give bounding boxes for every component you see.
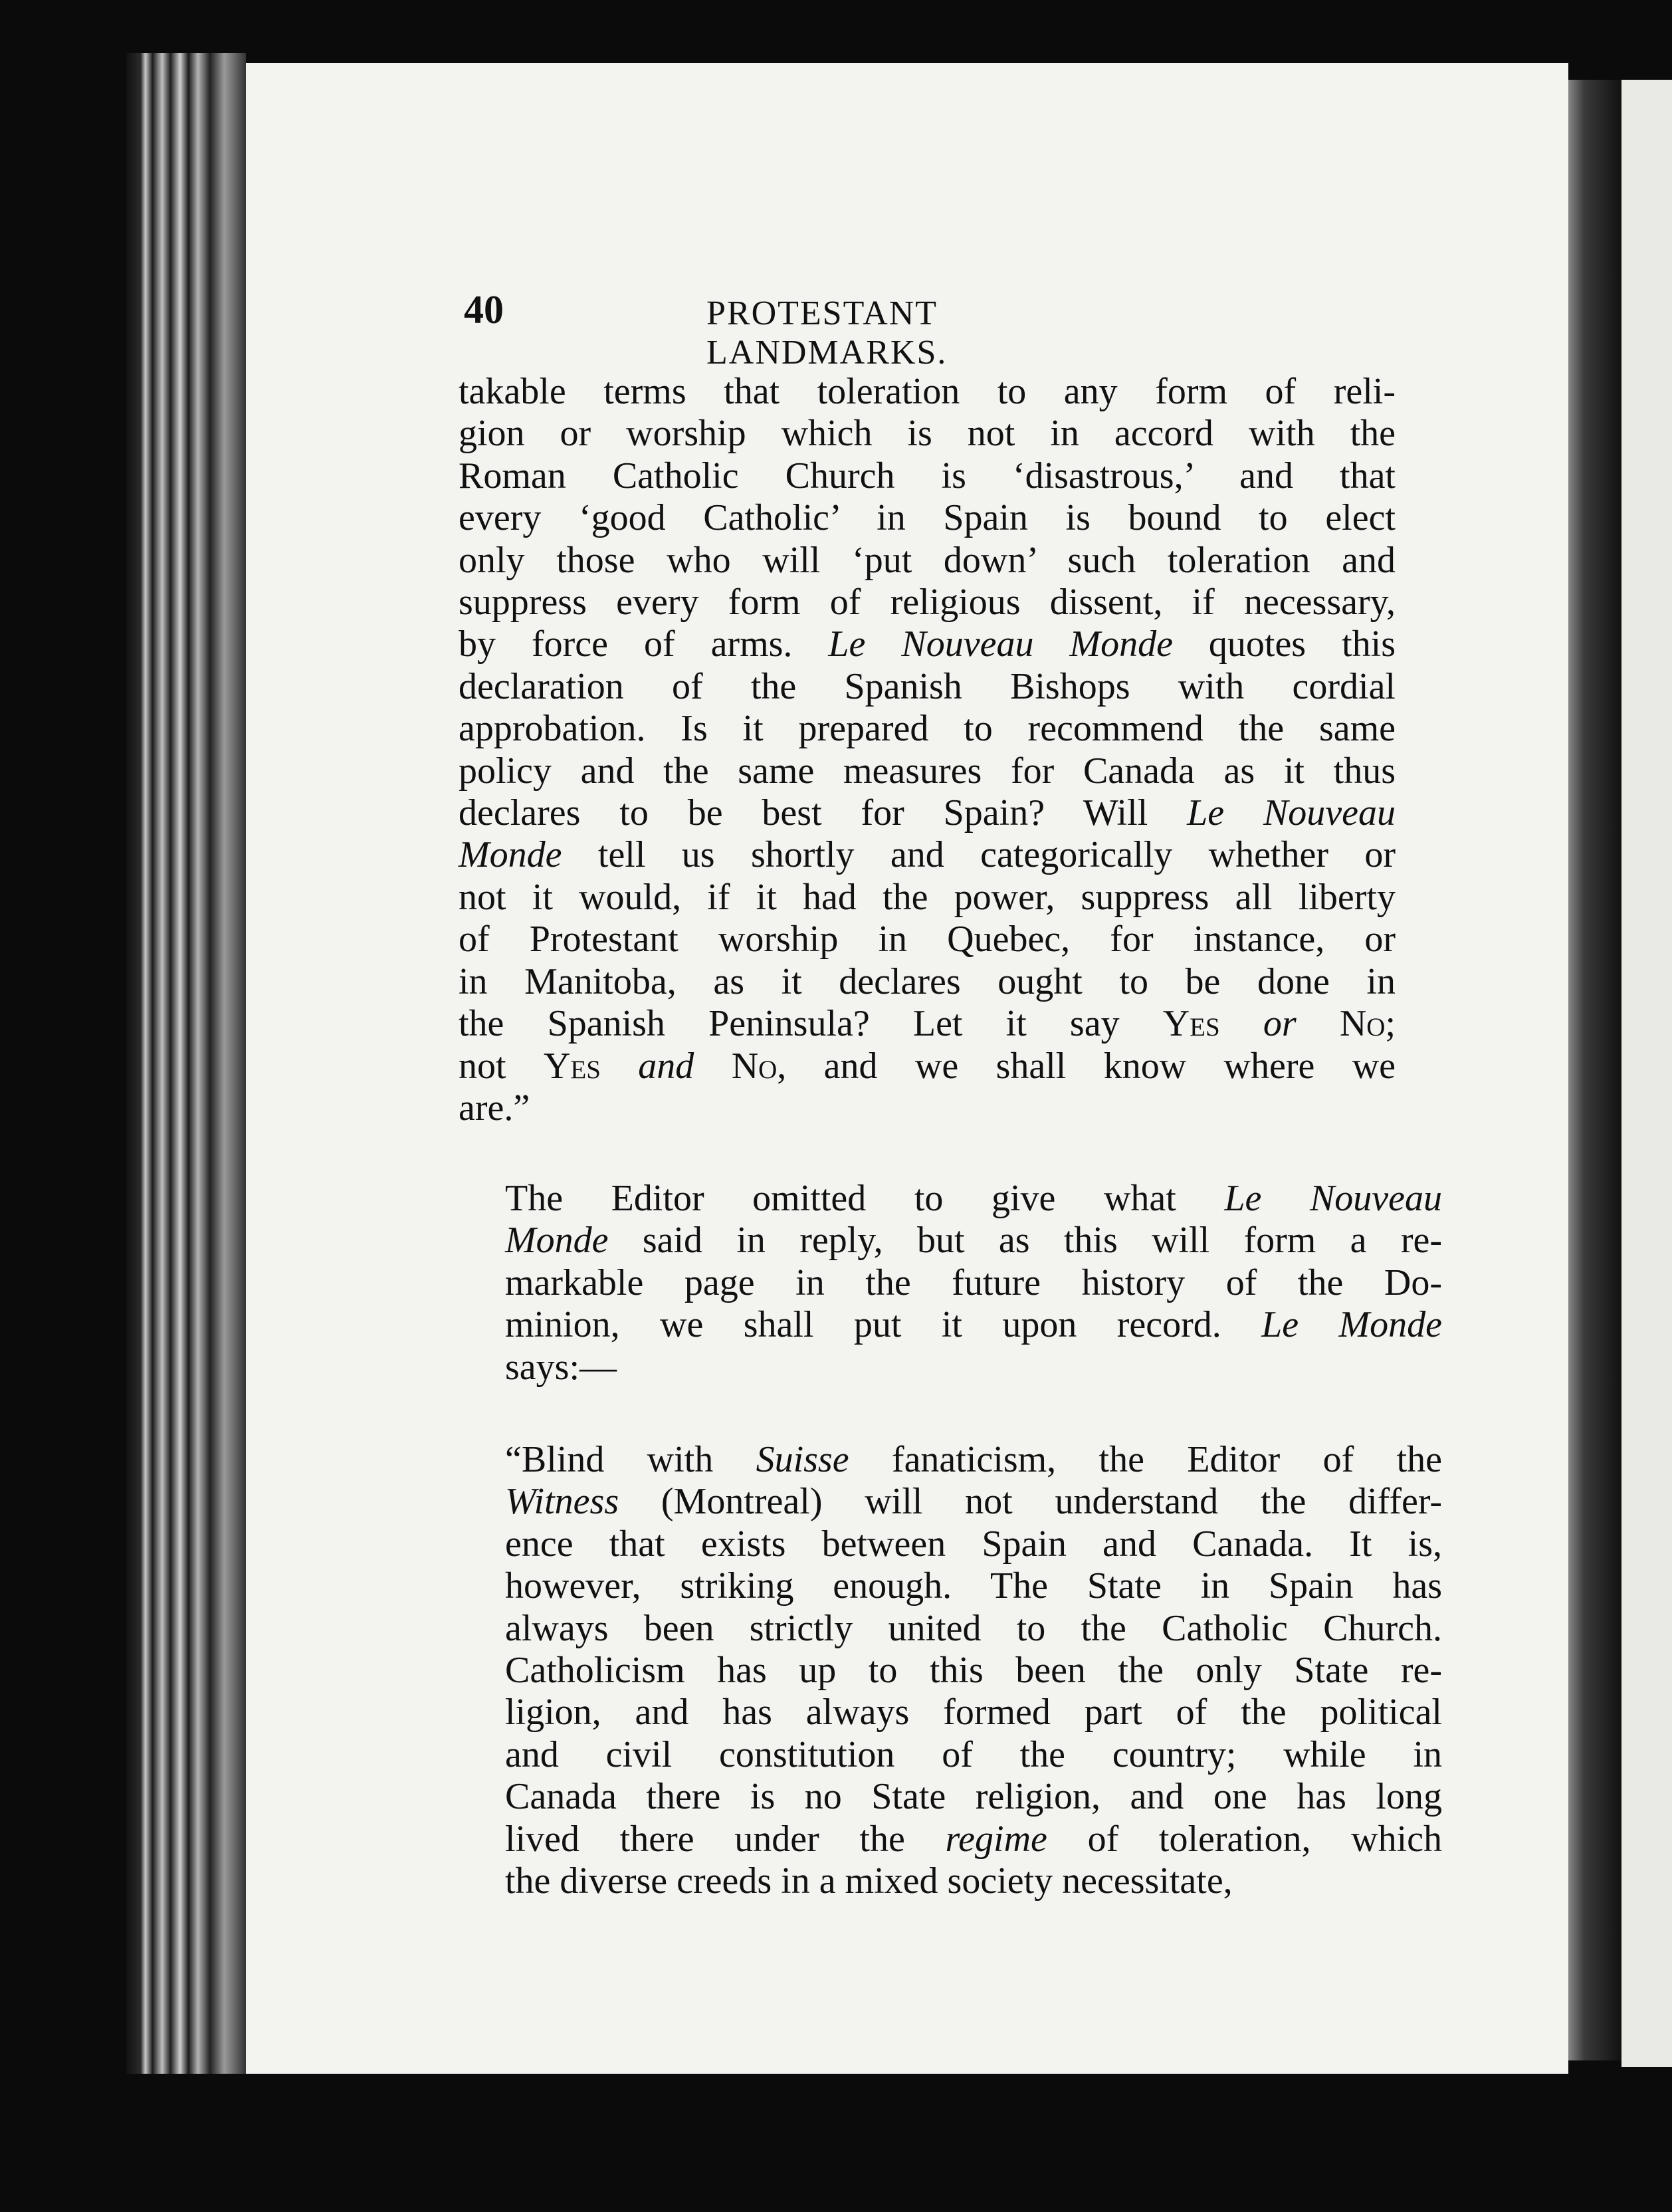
text-line bbox=[505, 1650, 1442, 1692]
text-run: The Editor omitted to give what bbox=[505, 1178, 1225, 1219]
text-line bbox=[459, 877, 1396, 919]
page-number: 40 bbox=[464, 288, 504, 332]
italic-text: Le Monde bbox=[1261, 1304, 1442, 1346]
text-run: markable page in the future history of the Do- bbox=[505, 1262, 1442, 1303]
page-header bbox=[464, 287, 1168, 372]
text-line bbox=[459, 497, 1396, 539]
italic-text: Monde bbox=[505, 1220, 609, 1262]
text-run: in Manitoba, as it declares ought to be done in bbox=[459, 960, 1396, 1002]
text-run: policy and the same measures for Canada as it thus bbox=[459, 750, 1396, 792]
text-line bbox=[505, 1439, 1442, 1481]
text-run bbox=[694, 1046, 731, 1087]
text-line bbox=[459, 919, 1396, 960]
italic-text: Le Nouveau bbox=[1224, 1178, 1443, 1219]
text-line bbox=[459, 582, 1396, 623]
text-line bbox=[459, 371, 1396, 413]
text-run: every ‘good Catholic’ in Spain is bound to elect bbox=[459, 497, 1396, 539]
text-line bbox=[505, 1304, 1442, 1346]
text-line bbox=[505, 1523, 1442, 1565]
text-line bbox=[505, 1220, 1442, 1262]
text-run: always been strictly united to the Catholic Church. bbox=[505, 1607, 1442, 1649]
text-line bbox=[505, 1608, 1442, 1650]
text-run: ligion, and has always formed part of the political bbox=[505, 1692, 1442, 1733]
quoted-paragraph-continued bbox=[459, 371, 1396, 1129]
text-line bbox=[505, 1178, 1442, 1220]
text-line bbox=[459, 1046, 1396, 1087]
text-line bbox=[505, 1819, 1442, 1860]
text-run: Canada there is no State religion, and one has long bbox=[505, 1776, 1442, 1818]
text-run: however, striking enough. The State in Spain has bbox=[505, 1565, 1442, 1607]
text-line bbox=[459, 1003, 1396, 1045]
text-run: are.” bbox=[459, 1087, 530, 1129]
text-line bbox=[459, 961, 1396, 1003]
italic-text: regime bbox=[945, 1818, 1047, 1860]
text-line bbox=[505, 1565, 1442, 1607]
text-line bbox=[459, 750, 1396, 792]
text-line bbox=[505, 1347, 1442, 1388]
text-run: “Blind with bbox=[505, 1439, 756, 1480]
text-run: Catholicism has up to this been the only State re- bbox=[505, 1650, 1442, 1692]
italic-text: Le Nouveau Monde bbox=[828, 623, 1173, 665]
text-line bbox=[459, 540, 1396, 582]
text-line bbox=[505, 1860, 1442, 1902]
running-title: PROTESTANT LANDMARKS. bbox=[706, 294, 948, 372]
text-run bbox=[601, 1046, 638, 1087]
italic-text: and bbox=[638, 1045, 694, 1087]
text-run: not it would, if it had the power, suppress all liberty bbox=[459, 876, 1396, 918]
text-run: the diverse creeds in a mixed society necessitate, bbox=[505, 1860, 1233, 1902]
text-run: declaration of the Spanish Bishops with cordial bbox=[459, 665, 1396, 707]
text-run: gion or worship which is not in accord with the bbox=[459, 413, 1396, 455]
small-caps-text: Yes bbox=[1162, 1003, 1220, 1045]
text-run: of toleration, which bbox=[1047, 1818, 1442, 1860]
text-run: only those who will ‘put down’ such toleration and bbox=[459, 539, 1396, 581]
text-run: ence that exists between Spain and Canada. It is, bbox=[505, 1523, 1442, 1565]
text-line bbox=[459, 708, 1396, 750]
text-run: not bbox=[459, 1045, 544, 1087]
text-run: , and we shall know where we bbox=[777, 1045, 1396, 1087]
text-line bbox=[459, 834, 1396, 876]
text-line bbox=[505, 1692, 1442, 1733]
text-line bbox=[459, 623, 1396, 665]
small-caps-text: No bbox=[1339, 1003, 1386, 1045]
italic-text: Suisse bbox=[756, 1439, 849, 1480]
facing-page-strip bbox=[1621, 80, 1672, 2067]
italic-text: Le Nouveau bbox=[1187, 792, 1396, 834]
text-run: tell us shortly and categorically whether or bbox=[562, 834, 1396, 876]
text-line bbox=[459, 666, 1396, 708]
text-run: takable terms that toleration to any form of reli- bbox=[459, 371, 1396, 412]
italic-text: Monde bbox=[459, 834, 562, 876]
text-run: of Protestant worship in Quebec, for instance, or bbox=[459, 919, 1396, 960]
le-monde-quote-paragraph bbox=[459, 1439, 1442, 1902]
italic-text: or bbox=[1263, 1003, 1297, 1045]
text-run: approbation. Is it prepared to recommend the same bbox=[459, 708, 1396, 750]
text-line bbox=[505, 1262, 1442, 1304]
text-line bbox=[459, 1087, 1396, 1129]
text-run: by force of arms. bbox=[459, 623, 829, 665]
text-run: fanaticism, the Editor of the bbox=[849, 1439, 1442, 1480]
text-run: lived there under the bbox=[505, 1818, 946, 1860]
text-run: Roman Catholic Church is ‘disastrous,’ and that bbox=[459, 455, 1396, 497]
text-run: quotes this bbox=[1172, 623, 1396, 665]
text-line bbox=[505, 1776, 1442, 1818]
text-run bbox=[1220, 1003, 1263, 1044]
text-run: and civil constitution of the country; while in bbox=[505, 1733, 1442, 1775]
small-caps-text: Yes bbox=[543, 1045, 601, 1087]
text-line bbox=[459, 792, 1396, 834]
italic-text: Witness bbox=[505, 1481, 619, 1523]
text-run: declares to be best for Spain? Will bbox=[459, 792, 1188, 834]
text-run: (Montreal) will not understand the differ- bbox=[619, 1481, 1442, 1523]
text-run: the Spanish Peninsula? Let it say bbox=[459, 1003, 1163, 1045]
text-run: says:— bbox=[505, 1346, 617, 1388]
book-edge-right bbox=[1568, 80, 1621, 2060]
small-caps-text: No bbox=[731, 1045, 778, 1087]
text-run bbox=[1297, 1003, 1340, 1044]
text-run: minion, we shall put it upon record. bbox=[505, 1304, 1262, 1346]
text-run: ; bbox=[1385, 1003, 1396, 1045]
text-line bbox=[505, 1734, 1442, 1776]
text-line bbox=[459, 413, 1396, 455]
text-line bbox=[459, 455, 1396, 497]
text-run: suppress every form of religious dissent, if necessary, bbox=[459, 582, 1396, 623]
editor-paragraph bbox=[459, 1178, 1442, 1388]
text-line bbox=[505, 1481, 1442, 1523]
text-run: said in reply, but as this will form a re- bbox=[608, 1220, 1442, 1262]
book-edge-left bbox=[126, 53, 246, 2074]
